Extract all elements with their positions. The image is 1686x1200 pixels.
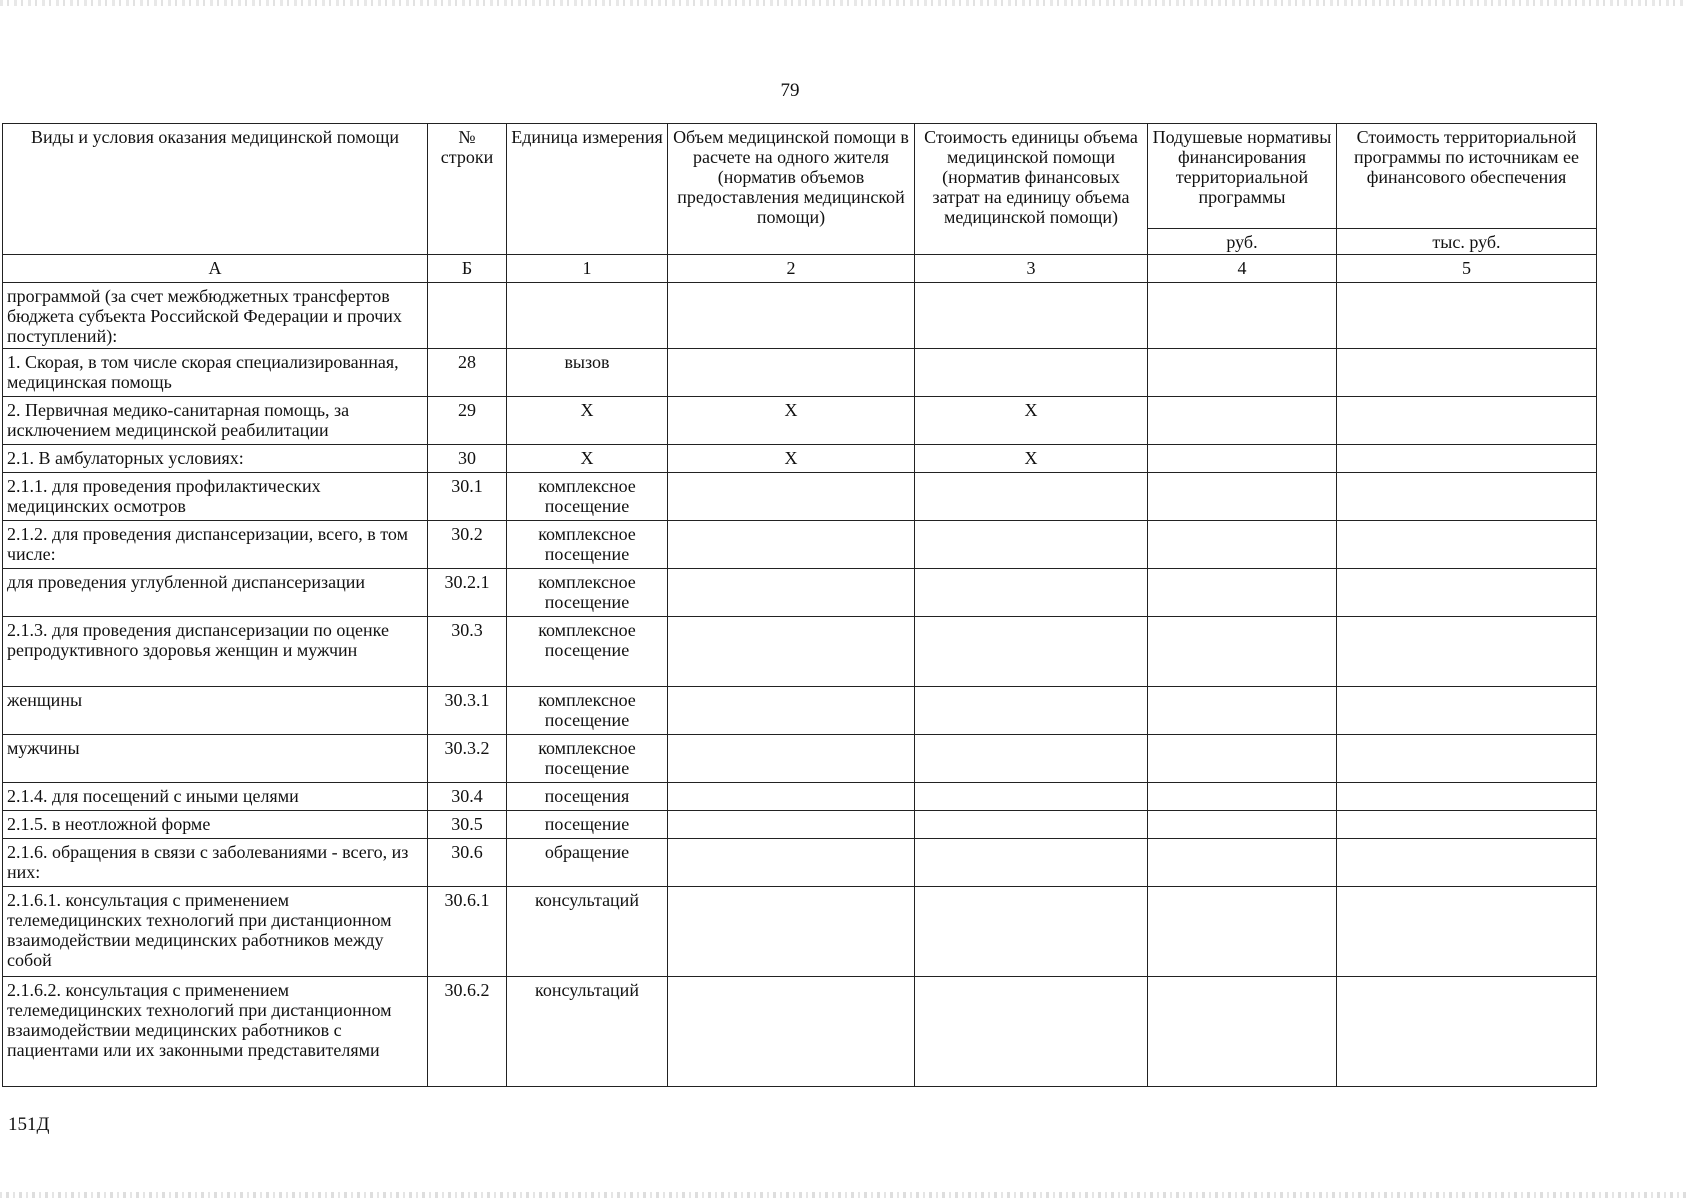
- row-line-number: 30.6.1: [428, 887, 507, 977]
- row-line-number: 30.2.1: [428, 569, 507, 617]
- row-program-cost: [1337, 687, 1597, 735]
- table-row: [3, 783, 1597, 811]
- row-volume: [668, 283, 915, 349]
- row-unit-cost: [915, 783, 1148, 811]
- row-unit: [507, 283, 668, 349]
- index-cell: 5: [1337, 255, 1597, 283]
- row-unit: комплексное посещение: [507, 521, 668, 569]
- row-per-capita: [1148, 283, 1337, 349]
- row-name: мужчины: [3, 735, 428, 783]
- row-unit: консультаций: [507, 977, 668, 1087]
- row-name: 2.1. В амбулаторных условиях:: [3, 445, 428, 473]
- row-unit-cost: [915, 349, 1148, 397]
- row-name: программой (за счет межбюджетных трансфертов бюджета субъекта Российской Федерации и прочих поступлений):: [3, 283, 428, 349]
- index-cell: 1: [507, 255, 668, 283]
- row-per-capita: [1148, 839, 1337, 887]
- row-per-capita: [1148, 687, 1337, 735]
- row-unit-cost: [915, 569, 1148, 617]
- row-name: женщины: [3, 687, 428, 735]
- row-unit: комплексное посещение: [507, 473, 668, 521]
- row-program-cost: [1337, 839, 1597, 887]
- row-unit: посещение: [507, 811, 668, 839]
- row-volume: [668, 687, 915, 735]
- row-program-cost: [1337, 569, 1597, 617]
- table-row: [3, 687, 1597, 735]
- scan-edge-top: [0, 0, 1686, 6]
- row-program-cost: [1337, 783, 1597, 811]
- header-row: [3, 124, 1597, 229]
- row-volume: [668, 569, 915, 617]
- row-program-cost: [1337, 521, 1597, 569]
- table-row: [3, 349, 1597, 397]
- row-name: 2.1.1. для проведения профилактических медицинских осмотров: [3, 473, 428, 521]
- row-line-number: 30.4: [428, 783, 507, 811]
- row-line-number: 29: [428, 397, 507, 445]
- header-col-b: № строки: [428, 124, 507, 255]
- row-program-cost: [1337, 617, 1597, 687]
- row-line-number: 30.2: [428, 521, 507, 569]
- row-unit-cost: [915, 283, 1148, 349]
- table-row: [3, 887, 1597, 977]
- table-row: [3, 283, 1597, 349]
- row-unit-cost: [915, 473, 1148, 521]
- row-unit-cost: [915, 687, 1148, 735]
- header-col-2: Объем медицинской помощи в расчете на одного жителя (норматив объемов предоставления медицинской помощи): [668, 124, 915, 255]
- row-per-capita: [1148, 349, 1337, 397]
- medical-care-table: [2, 123, 1597, 1087]
- row-per-capita: [1148, 617, 1337, 687]
- row-program-cost: [1337, 811, 1597, 839]
- row-line-number: 30.3.2: [428, 735, 507, 783]
- row-line-number: [428, 283, 507, 349]
- table-body: [3, 124, 1597, 1087]
- row-unit: обращение: [507, 839, 668, 887]
- row-per-capita: [1148, 445, 1337, 473]
- row-volume: [668, 783, 915, 811]
- row-volume: [668, 811, 915, 839]
- header-unit-5: тыс. руб.: [1337, 229, 1597, 255]
- index-cell: 4: [1148, 255, 1337, 283]
- row-name: 2.1.2. для проведения диспансеризации, всего, в том числе:: [3, 521, 428, 569]
- index-cell: А: [3, 255, 428, 283]
- header-unit-4: руб.: [1148, 229, 1337, 255]
- table-row: [3, 473, 1597, 521]
- footer-document-code: 151Д: [8, 1114, 50, 1135]
- table-row: [3, 445, 1597, 473]
- row-name: 2.1.6.1. консультация с применением телемедицинских технологий при дистанционном взаимодействии медицинских работников между собой: [3, 887, 428, 977]
- row-unit-cost: [915, 521, 1148, 569]
- row-volume: [668, 349, 915, 397]
- table-row: [3, 397, 1597, 445]
- row-name: 2.1.4. для посещений с иными целями: [3, 783, 428, 811]
- table-row: [3, 521, 1597, 569]
- row-line-number: 30.6: [428, 839, 507, 887]
- row-program-cost: [1337, 349, 1597, 397]
- row-unit: посещения: [507, 783, 668, 811]
- row-unit-cost: X: [915, 397, 1148, 445]
- row-volume: [668, 839, 915, 887]
- row-per-capita: [1148, 977, 1337, 1087]
- row-unit: консультаций: [507, 887, 668, 977]
- row-per-capita: [1148, 887, 1337, 977]
- row-line-number: 30: [428, 445, 507, 473]
- row-line-number: 30.1: [428, 473, 507, 521]
- row-name: 2.1.6.2. консультация с применением телемедицинских технологий при дистанционном взаимодействии медицинских работников с пациентами или их законными представителями: [3, 977, 428, 1087]
- row-name: для проведения углубленной диспансеризации: [3, 569, 428, 617]
- row-volume: [668, 735, 915, 783]
- row-per-capita: [1148, 811, 1337, 839]
- header-col-4: Подушевые нормативы финансирования территориальной программы: [1148, 124, 1337, 229]
- header-col-3: Стоимость единицы объема медицинской помощи (норматив финансовых затрат на единицу объема медицинской помощи): [915, 124, 1148, 255]
- row-program-cost: [1337, 887, 1597, 977]
- table-row: [3, 569, 1597, 617]
- row-per-capita: [1148, 783, 1337, 811]
- row-unit-cost: [915, 811, 1148, 839]
- row-unit: X: [507, 397, 668, 445]
- row-unit: вызов: [507, 349, 668, 397]
- row-volume: [668, 977, 915, 1087]
- index-cell: 3: [915, 255, 1148, 283]
- row-unit-cost: [915, 617, 1148, 687]
- row-line-number: 30.3.1: [428, 687, 507, 735]
- row-unit: комплексное посещение: [507, 735, 668, 783]
- row-volume: X: [668, 397, 915, 445]
- table-row: [3, 617, 1597, 687]
- header-col-a: Виды и условия оказания медицинской помощи: [3, 124, 428, 255]
- row-unit: X: [507, 445, 668, 473]
- row-unit-cost: X: [915, 445, 1148, 473]
- row-volume: [668, 473, 915, 521]
- row-unit-cost: [915, 887, 1148, 977]
- table-row: [3, 811, 1597, 839]
- row-volume: [668, 521, 915, 569]
- scan-edge-bottom: [0, 1192, 1686, 1198]
- row-per-capita: [1148, 735, 1337, 783]
- row-program-cost: [1337, 445, 1597, 473]
- row-program-cost: [1337, 397, 1597, 445]
- row-line-number: 30.5: [428, 811, 507, 839]
- row-line-number: 30.6.2: [428, 977, 507, 1087]
- row-name: 2. Первичная медико-санитарная помощь, за исключением медицинской реабилитации: [3, 397, 428, 445]
- row-unit-cost: [915, 839, 1148, 887]
- table-row: [3, 839, 1597, 887]
- row-program-cost: [1337, 977, 1597, 1087]
- row-unit-cost: [915, 735, 1148, 783]
- row-unit: комплексное посещение: [507, 687, 668, 735]
- row-name: 2.1.5. в неотложной форме: [3, 811, 428, 839]
- row-per-capita: [1148, 397, 1337, 445]
- row-name: 2.1.3. для проведения диспансеризации по оценке репродуктивного здоровья женщин и мужчин: [3, 617, 428, 687]
- row-line-number: 28: [428, 349, 507, 397]
- column-index-row: [3, 255, 1597, 283]
- table-row: [3, 977, 1597, 1087]
- index-cell: 2: [668, 255, 915, 283]
- row-program-cost: [1337, 283, 1597, 349]
- row-volume: X: [668, 445, 915, 473]
- page-number: 79: [780, 80, 800, 101]
- row-volume: [668, 887, 915, 977]
- row-volume: [668, 617, 915, 687]
- row-per-capita: [1148, 569, 1337, 617]
- row-unit-cost: [915, 977, 1148, 1087]
- row-per-capita: [1148, 473, 1337, 521]
- header-col-1: Единица измерения: [507, 124, 668, 255]
- row-name: 2.1.6. обращения в связи с заболеваниями - всего, из них:: [3, 839, 428, 887]
- row-name: 1. Скорая, в том числе скорая специализированная, медицинская помощь: [3, 349, 428, 397]
- table-row: [3, 735, 1597, 783]
- header-col-5: Стоимость территориальной программы по источникам ее финансового обеспечения: [1337, 124, 1597, 229]
- row-unit: комплексное посещение: [507, 569, 668, 617]
- row-program-cost: [1337, 473, 1597, 521]
- row-unit: комплексное посещение: [507, 617, 668, 687]
- index-cell: Б: [428, 255, 507, 283]
- row-program-cost: [1337, 735, 1597, 783]
- row-per-capita: [1148, 521, 1337, 569]
- row-line-number: 30.3: [428, 617, 507, 687]
